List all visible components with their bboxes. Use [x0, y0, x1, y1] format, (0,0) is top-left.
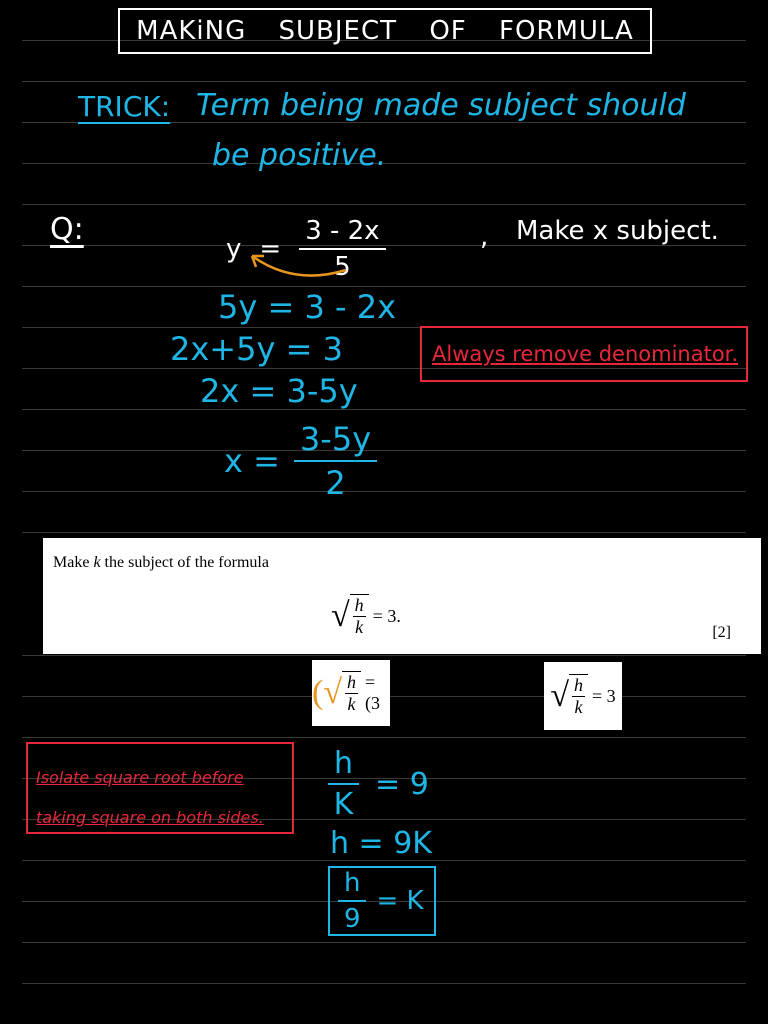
- step4-lhs: x =: [224, 442, 280, 480]
- answer-numerator: h: [338, 868, 366, 902]
- working-step-3: 2x = 3-5y: [200, 372, 358, 410]
- question-text: Make k the subject of the formula: [53, 554, 269, 571]
- question-label: Q:: [50, 212, 84, 247]
- working-step-4: [224, 420, 377, 502]
- radical-icon: √: [331, 597, 350, 634]
- answer-rhs: = K: [376, 886, 424, 916]
- trick-text-line-1: Term being made subject should: [196, 88, 686, 123]
- card-left-rhs: =(3: [364, 672, 380, 713]
- formula-rhs: = 3.: [372, 605, 401, 626]
- title-word: SUBJECT: [278, 16, 398, 46]
- working-step-1: 5y = 3 - 2x: [218, 288, 396, 326]
- step4-fraction: [294, 420, 377, 502]
- trick-label: TRICK:: [78, 90, 171, 123]
- final-answer-box: [328, 866, 436, 936]
- working-two-step-1: [328, 746, 429, 822]
- step-denominator: K: [333, 787, 354, 822]
- title-word: FORMULA: [499, 16, 634, 46]
- formula-denominator: k: [355, 617, 364, 637]
- question-marks: [2]: [712, 624, 731, 641]
- note-isolate-square-root: [26, 742, 294, 834]
- title-box: [118, 8, 652, 54]
- radical-icon: √: [550, 677, 569, 714]
- question-formula: [331, 594, 401, 638]
- annotated-formula-card: (√ h k =(3: [312, 660, 390, 726]
- fraction-numerator: 3 - 2x: [299, 216, 385, 250]
- radical-icon: (√: [312, 674, 342, 711]
- step-rhs: = 9: [375, 766, 429, 802]
- card-right-rhs: = 3: [592, 685, 616, 706]
- note-remove-denominator: Always remove denominator.: [420, 326, 748, 382]
- working-two-step-2: h = 9K: [330, 826, 432, 861]
- question-comma: ,: [480, 222, 489, 252]
- equation-equals: =: [259, 234, 282, 264]
- step-numerator: h: [328, 746, 359, 785]
- note-line-2: taking square on both sides.: [36, 808, 264, 827]
- equation-lhs: y: [226, 234, 242, 264]
- trick-text-line-2: be positive.: [212, 138, 387, 173]
- question-card: [43, 538, 761, 654]
- working-step-2: 2x+5y = 3: [170, 330, 343, 368]
- step4-numerator: 3-5y: [294, 420, 377, 462]
- formula-numerator: h: [354, 595, 364, 615]
- fraction-denominator: 5: [334, 252, 351, 282]
- title-word: OF: [429, 16, 467, 46]
- step4-denominator: 2: [325, 464, 346, 502]
- note-line-1: Isolate square root before: [36, 768, 244, 787]
- curved-arrow-icon: [234, 242, 354, 282]
- question-instruction: Make x subject.: [516, 216, 719, 246]
- title-word: MAKiNG: [136, 16, 247, 46]
- formula-card: √ h k = 3: [544, 662, 622, 730]
- answer-denominator: 9: [343, 904, 361, 934]
- square-root: [331, 594, 369, 638]
